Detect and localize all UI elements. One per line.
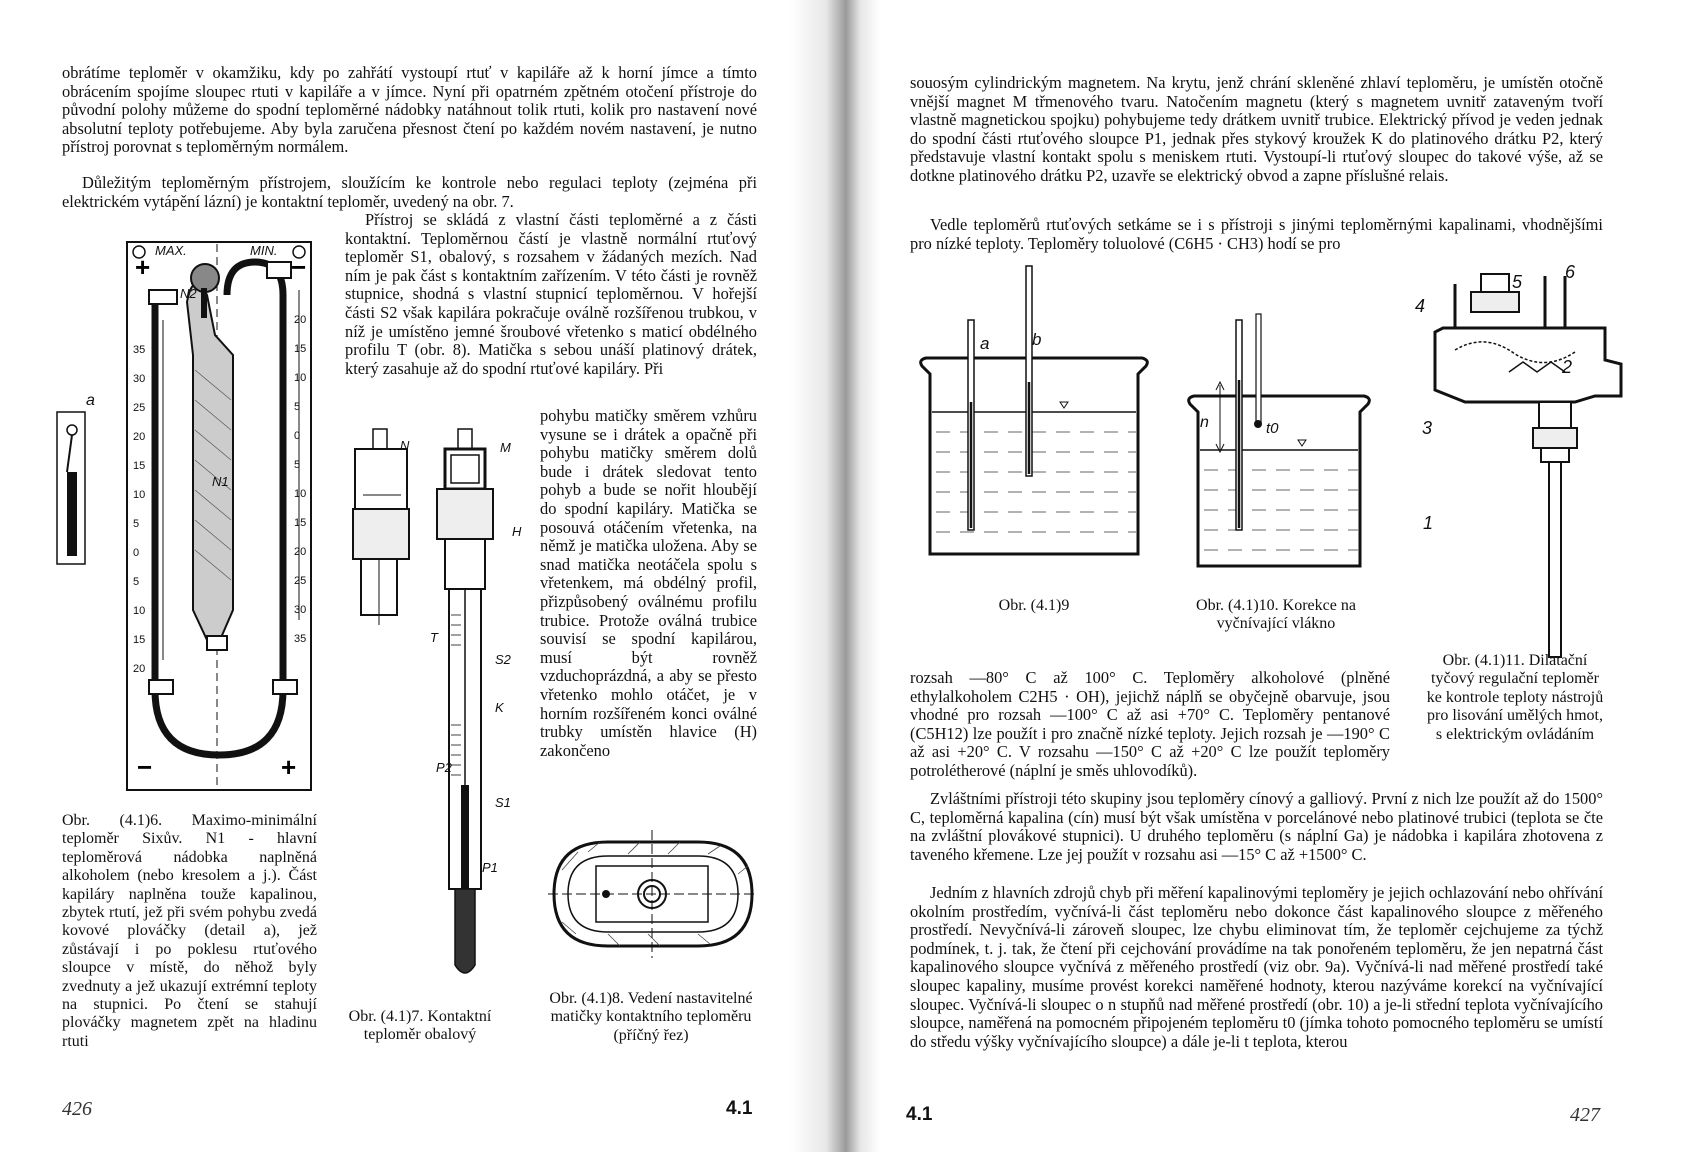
fig7-label-p1: P1 (482, 860, 498, 875)
fig11-label-5: 5 (1512, 272, 1523, 292)
left-column-b: pohybu matičky směrem vzhůru vysune se i drátek a opačně při pohybu matičky směrem dolů bude i drátek sledovat tento pohyb a bude se nořit hloubějí do spodní kapiláry. Matička se posouvá otáčením vřetenka, na němž je matička uložena. Aby se snad matička neotáčela spolu s vřetenkem, má obdélný profil, přizpůsobený oválnému profilu trubice. Protože oválná trubice souvisí se spodní kapilárou, musí být rovněž vzduchoprázdná, a aby se přesto vřetenko mohlo otáčet, je v horním rozšířeném konci oválné trubky umístěn hlavice (H) zakončeno (540, 406, 757, 760)
figure-10-beaker (1184, 310, 1374, 570)
fig6-right-tick-3: 5 (294, 401, 301, 413)
fig6-right-tick-11: 35 (294, 633, 307, 645)
right-section-number: 4.1 (906, 1104, 933, 1125)
fig6-left-tick-7: 0 (133, 547, 140, 559)
fig7-label-s1: S1 (495, 795, 511, 810)
fig6-left-tick-3: 20 (133, 431, 146, 443)
fig7-label-s2: S2 (495, 652, 511, 667)
fig6-left-tick-2: 25 (133, 402, 146, 414)
caption-figure-8: Obr. (4.1)8. Vedení nastavitelné matičky kontaktního teploměru (příčný řez) (549, 990, 753, 1044)
svg-text:+: + (135, 252, 151, 282)
right-paragraph-errors: Jedním z hlavních zdrojů chyb při měření kapalinovými teploměry je jejich ochlazování nebo ohřívání okolním prostředím, vyčnívá-li část teploměru nebo dokonce část kapalinového sloupce z měřeného prostředí. Nevyčnívá-li zároveň sloupec, lze chybu eliminovat tím, že teploměr cejchujeme za týchž podmínek, t. j. tak, že čtení při cejchování provádíme na tak ponořeném teploměru, že jen nepatrná část kapalinového sloupce vyčnívá z měřeného prostředí (viz obr. 9a). Vyčnívá-li nad měřené prostředí také sloupec kapaliny, musíme provést korekci naměřené hodnoty, kterou nazýváme korekcí na vyčnívající sloupec. Vyčnívá-li sloupec o n stupňů nad měřené prostředí (obr. 10) a je-li střední teplota vyčnívajícího sloupce, naměřená na pomocném připojeném teploměru t0 (jímka tohoto pomocného teploměru se umístí do středu výšky vyčnívajícího sloupce) a dále je-li t teplota, kterou (910, 883, 1603, 1051)
fig6-right-tick-0: 20 (294, 314, 307, 326)
caption-figure-6: Obr. (4.1)6. Maximo-minimální teploměr Sixův. N1 - hlavní teploměrová nádobka naplněná alkoholem (nebo kresolem a j.). Část kapiláry naplněna touže kapalinou, zbytek rtutí, jež při svém pohybu zvedá kovové plováčky (detail a), jež zůstávají i po poklesu rtuťového sloupce v místě, do něhož byly zvednuty a jež ukazují extrémní teploty na stupnici. Po čtení se stahují plováčky magnetem zpět na hladinu rtuti (62, 812, 317, 1050)
figure-11-dilatation-thermometer (1425, 262, 1625, 662)
left-page (0, 0, 830, 1152)
fig11-label-6: 6 (1565, 262, 1576, 282)
fig10-label-n: n (1200, 414, 1209, 431)
fig11-label-1: 1 (1423, 513, 1434, 533)
fig6-right-tick-10: 30 (294, 604, 307, 616)
figure-6-six-thermometer (55, 240, 315, 820)
fig10-label-t0: t0 (1266, 420, 1279, 437)
fig6-right-tick-1: 15 (294, 343, 307, 355)
fig6-left-tick-1: 30 (133, 373, 146, 385)
caption-figure-10: Obr. (4.1)10. Korekce na vyčnívající vlákno (1196, 597, 1356, 633)
fig6-label-min: MIN. (250, 243, 278, 258)
figure-8-cross-section (548, 830, 758, 960)
fig7-label-p2: P2 (436, 760, 452, 775)
left-section-number: 4.1 (726, 1098, 753, 1119)
fig6-right-tick-2: 10 (294, 372, 307, 384)
right-paragraph-top: souosým cylindrickým magnetem. Na krytu, jenž chrání skleněné zhlaví teploměru, je umístěn otočně vnější magnet M třmenového tvaru. Natočením magnetu (který s magnetem uvnitř zataveným tvoří vlastně magnetickou spojku) pohybujeme tedy drátkem uvnitř trubice. Elektrický přívod je veden jednak do spodní části rtuťového sloupce P1, jednak přes stykový kroužek K do platinového drátku P2, který představuje vlastní kontakt spolu s meniskem rtuti. Vystoupí-li rtuťový sloupec do takové výše, až se dotkne platinového drátku P2, uzavře se elektrický obvod a zapne příslušné relais. (910, 73, 1603, 185)
svg-text:−: − (291, 252, 307, 282)
fig6-right-tick-9: 25 (294, 575, 307, 587)
figure-9-beaker (914, 262, 1154, 562)
fig7-label-t: T (430, 630, 438, 645)
left-paragraph-top: obrátíme teploměr v okamžiku, kdy po zahřátí vystoupí rtuť v kapiláře až k horní jímce a tímto obrácením spojíme sloupec rtuti v kapiláře a v jímce. Nyní při opatrném zpětném otočení přístroje do původní polohy můžeme do spodní teploměrné nádobky natáhnout tolik rtuti, kolik pro nastavení nové absolutní teploty potřebujeme. Aby byla zaručena přesnost čtení po každém novém nastavení, je nutno přístroj porovnat s teploměrným normálem. (62, 63, 757, 157)
fig6-left-tick-10: 15 (133, 634, 146, 646)
svg-text:+: + (281, 752, 297, 782)
svg-text:−: − (137, 752, 153, 782)
figure-7-contact-thermometer (345, 425, 515, 995)
left-paragraph-contact: Důležitým teploměrným přístrojem, sloužícím ke kontrole nebo regulaci teploty (zejména při elektrickém vytápění lázní) je kontaktní teploměr, uvedený na obr. 7. (62, 173, 757, 211)
fig6-right-tick-5: 5 (294, 459, 301, 471)
fig6-label-n2: N2 (180, 286, 197, 301)
fig7-label-m: M (500, 440, 511, 455)
fig6-left-tick-8: 5 (133, 576, 140, 588)
right-page-number: 427 (1570, 1104, 1600, 1126)
fig11-label-2: 2 (1562, 357, 1573, 377)
fig6-right-tick-7: 15 (294, 517, 307, 529)
fig6-left-tick-9: 10 (133, 605, 146, 617)
caption-figure-9: Obr. (4.1)9 (998, 597, 1070, 614)
fig6-label-detail: a (86, 392, 95, 409)
fig6-right-tick-8: 20 (294, 546, 307, 558)
left-column-a: Přístroj se skládá z vlastní části teploměrné a z části kontaktní. Teploměrnou částí je vlastně normální rtuťový teploměr S1, obalový, s rozsahem v žádaných mezích. Nad ním je pak část s kontaktním zařízením. V této části je rovněž stupnice, shodná s vlastní stupnicí teploměrnou. V hořejší části S2 však kapilára pokračuje oválně rozšířenou trubkou, v níž je umístěno jemné šroubové vřetenko s maticí obdélného profilu T (obr. 8). Matička s sebou unáší platinový drátek, který zasahuje až do spodní rtuťové kapiláry. Při (345, 210, 757, 378)
caption-figure-7: Obr. (4.1)7. Kontaktní teploměr obalový (348, 1008, 492, 1044)
fig6-right-tick-6: 10 (294, 488, 307, 500)
fig9-label-b: b (1032, 330, 1042, 349)
fig9-label-a: a (980, 334, 990, 353)
fig6-left-tick-11: 20 (133, 663, 146, 675)
fig7-label-n: N (400, 438, 410, 453)
fig11-label-4: 4 (1415, 296, 1426, 316)
fig7-label-h: H (512, 524, 522, 539)
fig7-label-k: K (495, 700, 504, 715)
right-paragraph-tin: Zvláštními přístroji této skupiny jsou teploměry cínový a galliový. První z nich lze použít až do 1500° C, teploměrná kapalina (cín) musí být však umístěna v porcelánové nebo platinové trubici (teplota se čte na zvláštní plovákové stupnici). U druhého teploměru (s náplní Ga) je nádobka i kapilára zhotovena z taveného křemene. Lze jej použít v rozsahu asi —15° C až +1500° C. (910, 789, 1603, 864)
caption-figure-11: Obr. (4.1)11. Dilatační tyčový regulační teploměr ke kontrole teploty nástrojů pro lisování umělých hmot, s elektrickým ovládáním (1426, 652, 1604, 743)
fig6-left-tick-4: 15 (133, 460, 146, 472)
fig11-label-3: 3 (1422, 418, 1433, 438)
fig6-label-n1: N1 (212, 474, 229, 489)
left-page-number: 426 (62, 1098, 92, 1120)
right-page (830, 0, 1683, 1152)
fig6-left-tick-6: 5 (133, 518, 140, 530)
right-paragraph-liquids: Vedle teploměrů rtuťových setkáme se i s přístroji s jinými teploměrnými kapalinami, vhodnějšími pro nízké teploty. Teploměry toluolové (C6H5 · CH3) hodí se pro (910, 215, 1603, 253)
fig6-left-tick-0: 35 (133, 344, 146, 356)
right-paragraph-ranges: rozsah —80° C až 100° C. Teploměry alkoholové (plněné ethylalkoholem C2H5 · OH), jejichž náplň se obyčejně obarvuje, jsou vhodné pro rozsah —100° C až asi +70° C. Teploměry pentanové (C5H12) lze použít i pro značně nízké teploty. Jejich rozsah je —190° C až asi +20° C. V rozsahu —150° C až +20° C lze použít teploměry potrolétherové (náplní je směs uhlovodíků). (910, 668, 1390, 780)
fig6-right-tick-4: 0 (294, 430, 301, 442)
fig6-label-max: MAX. (155, 243, 187, 258)
fig6-left-tick-5: 10 (133, 489, 146, 501)
